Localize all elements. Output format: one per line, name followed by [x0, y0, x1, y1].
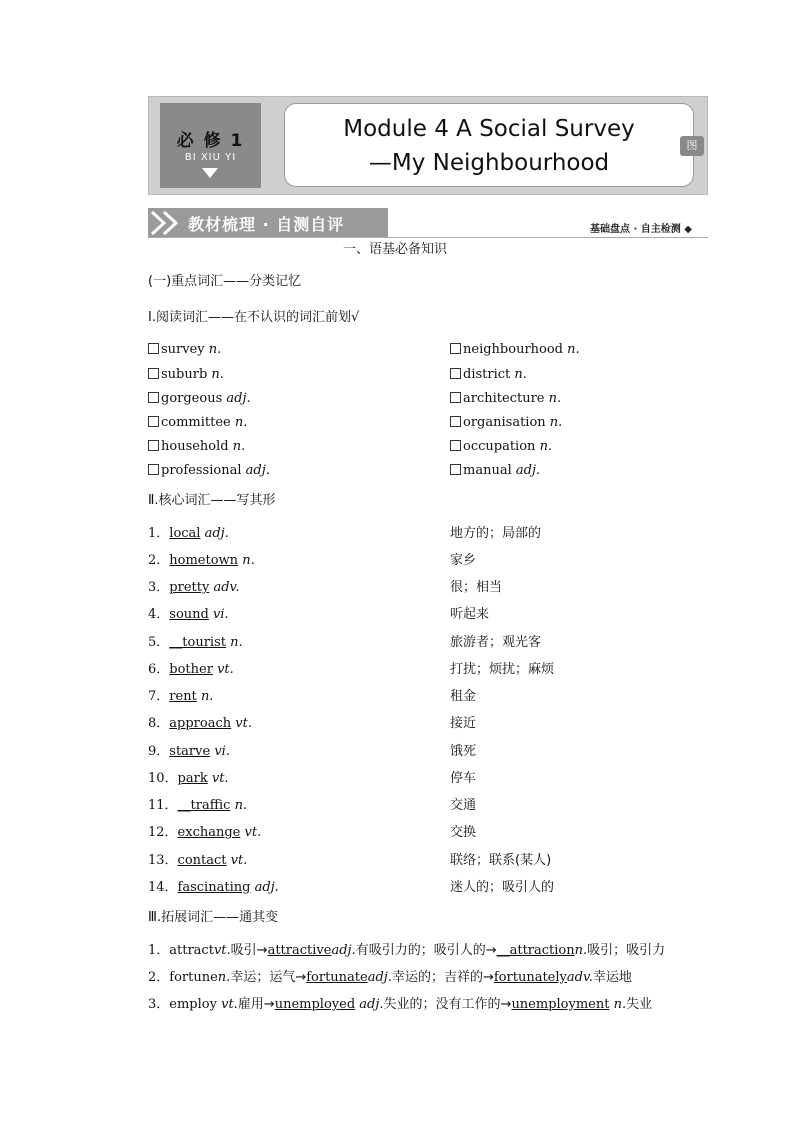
core-meaning: 很；相当: [450, 580, 503, 595]
vocab-pos: n.: [234, 415, 248, 430]
core-num: 6．: [148, 662, 170, 677]
core-item: [148, 662, 234, 678]
extend-line: [148, 997, 652, 1013]
core-word: sound: [169, 607, 209, 622]
part3-title: Ⅲ.拓展词汇——通其变: [148, 910, 279, 925]
core-num: 2．: [148, 553, 170, 568]
extend-line: [148, 943, 665, 959]
core-meaning: 交通: [450, 798, 477, 813]
title-line-1: Module 4 A Social Survey: [343, 116, 635, 142]
vocab-word: neighbourhood: [463, 342, 564, 357]
vocab-word: committee: [161, 415, 231, 430]
subheading-1: (一)重点词汇——分类记忆: [148, 274, 302, 289]
extend-line: [148, 970, 632, 986]
vocab-pos: n.: [514, 367, 527, 382]
core-num: 9．: [148, 744, 170, 759]
section-divider: [148, 237, 708, 238]
core-word: __tourist: [169, 635, 226, 650]
vocab-word: household: [161, 439, 229, 454]
core-meaning: 租金: [450, 689, 477, 704]
core-num: 14．: [148, 880, 178, 895]
vocab-pos: n.: [232, 439, 246, 454]
core-pos: n.: [242, 553, 255, 568]
core-meaning: 听起来: [450, 607, 490, 622]
vocab-pos: n.: [539, 439, 553, 454]
extend-word: __attraction: [496, 943, 575, 958]
extend-meaning: 吸引→: [230, 943, 268, 958]
checkbox-icon: [148, 440, 159, 451]
core-pos: vt.: [211, 771, 229, 786]
vocab-item: [148, 391, 251, 407]
section-bar-right: 基础盘点 · 自主检测 ◆: [590, 224, 692, 235]
core-pos: n.: [230, 635, 243, 650]
vocab-pos: n.: [548, 391, 562, 406]
vocab-item: [450, 391, 561, 407]
core-num: 4．: [148, 607, 170, 622]
part1-title: Ⅰ.阅读词汇——在不认识的词汇前划√: [148, 310, 360, 325]
checkbox-icon: [148, 392, 159, 403]
part2-title: Ⅱ.核心词汇——写其形: [148, 493, 276, 508]
extend-pos: n.: [574, 943, 588, 958]
core-pos: vi.: [213, 607, 229, 622]
page-title: [284, 112, 694, 180]
checkbox-icon: [148, 343, 159, 354]
checkbox-icon: [450, 368, 461, 379]
core-word: fascinating: [177, 880, 251, 895]
vocab-item: [148, 367, 224, 383]
core-num: 12．: [148, 825, 178, 840]
extend-meaning: 幸运地: [592, 970, 632, 985]
core-word: pretty: [169, 580, 210, 595]
core-meaning: 地方的；局部的: [450, 526, 542, 541]
core-num: 5．: [148, 635, 170, 650]
core-pos: adj.: [204, 526, 229, 541]
extend-pos: adj.: [367, 970, 392, 985]
tag-icon: 图: [680, 136, 704, 156]
core-word: hometown: [169, 553, 239, 568]
core-word: starve: [169, 744, 211, 759]
core-num: 11．: [148, 798, 178, 813]
extend-pos: adj.: [359, 997, 384, 1012]
core-word: bother: [169, 662, 213, 677]
chevron-right-icon: [150, 210, 186, 236]
vocab-word: organisation: [463, 415, 546, 430]
heading-1: 一、语基必备知识: [343, 242, 448, 257]
core-word: exchange: [177, 825, 241, 840]
core-pos: vt.: [230, 853, 248, 868]
badge-subtitle: BI XIU YI: [184, 152, 237, 163]
vocab-word: professional: [161, 463, 242, 478]
vocab-item: [450, 367, 527, 383]
core-word: rent: [169, 689, 197, 704]
core-word: local: [169, 526, 201, 541]
extend-base: 3．employ: [148, 997, 217, 1012]
vocab-word: gorgeous: [161, 391, 223, 406]
vocab-item: [450, 342, 580, 358]
badge-arrow-icon: [200, 166, 220, 180]
core-item: [148, 744, 230, 760]
vocab-item: [148, 463, 270, 479]
core-item: [148, 771, 229, 787]
core-word: contact: [177, 853, 227, 868]
core-word: park: [177, 771, 208, 786]
extend-meaning: 有吸引力的；吸引人的→: [355, 943, 497, 958]
core-pos: adv.: [213, 580, 240, 595]
checkbox-icon: [148, 368, 159, 379]
vocab-word: district: [463, 367, 511, 382]
extend-base: 1．attract: [148, 943, 214, 958]
extend-base: 2．fortune: [148, 970, 218, 985]
core-meaning: 停车: [450, 771, 477, 786]
extend-meaning: 幸运的；吉祥的→: [391, 970, 494, 985]
vocab-word: manual: [463, 463, 512, 478]
core-num: 1．: [148, 526, 170, 541]
core-item: [148, 825, 261, 841]
vocab-item: [148, 342, 221, 358]
core-meaning: 迷人的；吸引人的: [450, 880, 555, 895]
vocab-item: [148, 439, 245, 455]
extend-meaning: 雇用→: [237, 997, 275, 1012]
vocab-pos: n.: [549, 415, 563, 430]
core-pos: vt.: [235, 716, 252, 731]
core-num: 3．: [148, 580, 170, 595]
core-word: approach: [169, 716, 232, 731]
core-meaning: 饿死: [450, 744, 477, 759]
vocab-word: occupation: [463, 439, 536, 454]
extend-meaning: 幸运；运气→: [230, 970, 307, 985]
core-item: [148, 580, 239, 596]
core-meaning: 联络；联系(某人): [450, 853, 552, 868]
extend-meaning: 失业的；没有工作的→: [383, 997, 512, 1012]
vocab-item: [450, 439, 552, 455]
core-meaning: 家乡: [450, 553, 477, 568]
core-meaning: 旅游者；观光客: [450, 635, 542, 650]
extend-meaning: 失业: [626, 997, 653, 1012]
extend-word: unemployment: [511, 997, 610, 1012]
core-meaning: 接近: [450, 716, 477, 731]
core-meaning: 打扰；烦扰；麻烦: [450, 662, 555, 677]
extend-pos: adv.: [566, 970, 593, 985]
extend-pos: adj.: [331, 943, 356, 958]
core-item: [148, 798, 247, 814]
title-line-2: —My Neighbourhood: [368, 150, 610, 176]
vocab-item: [148, 415, 247, 431]
core-num: 8．: [148, 716, 170, 731]
badge-title: 必 修 1: [176, 131, 245, 151]
extend-word: fortunate: [306, 970, 368, 985]
checkbox-icon: [148, 464, 159, 475]
checkbox-icon: [450, 464, 461, 475]
core-num: 7．: [148, 689, 170, 704]
core-item: [148, 553, 255, 569]
vocab-pos: adj.: [245, 463, 270, 478]
core-item: [148, 607, 229, 623]
core-pos: vt.: [244, 825, 262, 840]
vocab-pos: n.: [567, 342, 580, 357]
core-num: 13．: [148, 853, 178, 868]
vocab-pos: n.: [211, 367, 224, 382]
extend-pos: vt.: [213, 943, 231, 958]
extend-word: attractive: [267, 943, 332, 958]
core-item: [148, 880, 279, 896]
core-item: [148, 716, 252, 732]
extend-word: fortunately: [493, 970, 567, 985]
core-item: [148, 635, 243, 651]
core-num: 10．: [148, 771, 178, 786]
checkbox-icon: [450, 343, 461, 354]
core-pos: n.: [200, 689, 214, 704]
checkbox-icon: [450, 392, 461, 403]
core-meaning: 交换: [450, 825, 477, 840]
extend-word: unemployed: [274, 997, 356, 1012]
extend-pos: n.: [217, 970, 231, 985]
extend-pos: vt.: [221, 997, 238, 1012]
vocab-word: suburb: [161, 367, 208, 382]
section-bar-label: 教材梳理 · 自测自评: [188, 215, 345, 234]
extend-meaning: 吸引；吸引力: [587, 943, 666, 958]
core-item: [148, 853, 247, 869]
core-item: [148, 526, 229, 542]
checkbox-icon: [450, 416, 461, 427]
core-pos: vi.: [214, 744, 230, 759]
checkbox-icon: [148, 416, 159, 427]
core-pos: adj.: [254, 880, 279, 895]
vocab-item: [450, 463, 540, 479]
core-word: __traffic: [177, 798, 231, 813]
vocab-pos: n.: [208, 342, 222, 357]
checkbox-icon: [450, 440, 461, 451]
vocab-word: architecture: [463, 391, 545, 406]
vocab-item: [450, 415, 562, 431]
core-pos: vt.: [217, 662, 234, 677]
core-item: [148, 689, 213, 705]
vocab-pos: adj.: [515, 463, 541, 478]
vocab-pos: adj.: [226, 391, 251, 406]
vocab-word: survey: [161, 342, 205, 357]
core-pos: n.: [234, 798, 248, 813]
extend-pos: n.: [613, 997, 627, 1012]
